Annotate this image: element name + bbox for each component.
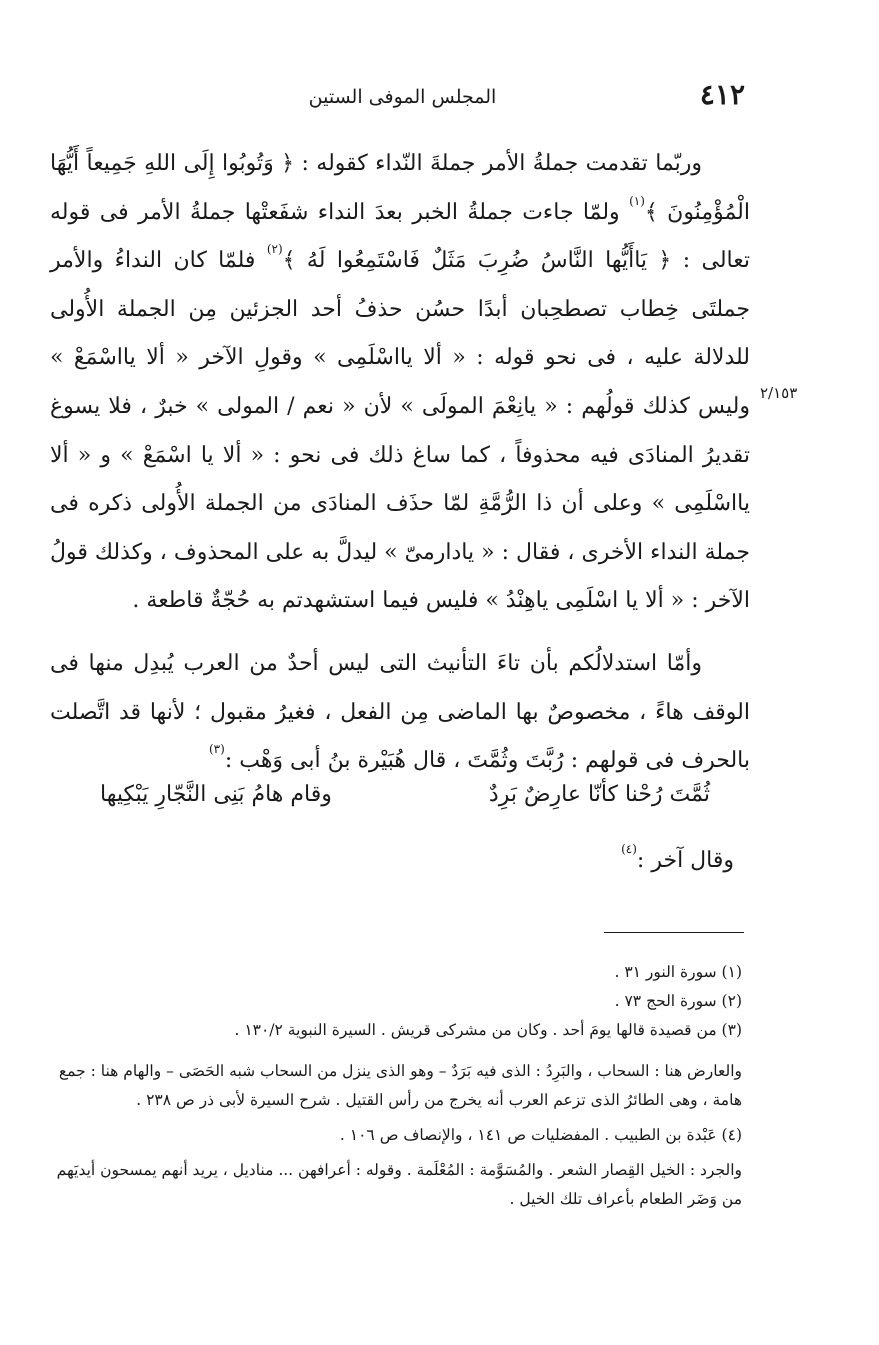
page-number: ٤١٢ xyxy=(699,78,745,111)
verse-hemistich-1: ثُمَّتَ رُحْنا كأنّا عارِضٌ بَرِدٌ xyxy=(488,782,710,807)
paragraph-2-text: وأمّا استدلالُكم بأن تاءَ التأنيث التى ليس أحدٌ من العرب يُبدِل منها فى الوقف هاءً ، مخصوصٌ بها الماضى مِن الفعل ، فغيرُ مقبول ؛ لأنها قد اتَّصلت بالحرف فى قولهم : رُبَّتَ وثُمَّتَ ، قال هُبَيْرة بنُ أبى وَهْب : xyxy=(50,650,750,774)
footnote-ref-1: (١) xyxy=(629,193,645,208)
footnote-ref-2: (٢) xyxy=(266,242,283,257)
margin-reference: ٢/١٥٣ xyxy=(760,384,798,402)
after-verse-line xyxy=(621,842,734,873)
running-title: المجلس الموفى الستين xyxy=(308,86,497,108)
footnote-ref-3: (٣) xyxy=(208,742,225,757)
paragraph-1 xyxy=(50,140,750,626)
poetry-verse xyxy=(100,782,710,826)
footnote-2: (٢) سورة الحج ٧٣ . xyxy=(614,992,742,1010)
paragraph-1-part-2: ولمّا جاءت جملةُ الخبر بعدَ النداء شفَعتْها جملةُ الأمر فى قوله تعالى : ﴿ يَاأَيُّها النَّاسُ ضُرِبَ مَثَلٌ فَاسْتَمِعُوا لَهُ ﴾ xyxy=(50,199,750,274)
verse-hemistich-2: وقام هامُ بَنِى النَّجّارِ يَبْكِيها xyxy=(100,782,332,807)
footnote-3-gloss: والعارض هنا : السحاب ، والبَرِدُ : الذى فيه بَرَدٌ – وهو الذى ينزل من السحاب شبه الحَصَى – والهام هنا : جمع هامة ، وهى الطائرُ الذى تزعم العرب أنه يخرج من رأس القتيل . شرح السيرة لأبى ذر ص ٢٣٨ . xyxy=(58,1062,742,1109)
after-verse-text: وقال آخر : xyxy=(636,848,734,873)
footnote-3: (٣) من قصيدة قالها يومَ أحد . وكان من مشركى قريش . السيرة النبوية ١٣٠/٢ . xyxy=(234,1021,742,1039)
footnote-separator xyxy=(604,932,744,933)
paragraph-1-part-3: فلمّا كان النداءُ والأمر جملتَى خِطاب تصطحِبان أبدًا حسُن حذفُ أحد الجزئين مِن الجملة الأُولى للدلالة عليه ، فى نحو قوله : « ألا يااسْلَمِى » وقولِ الآخر « ألا يااسْمَعْ » وليس كذلك قولُهم : « يانِعْمَ المولَى » لأن « نعم / المولى » خبرٌ ، فلا يسوغ تقديرُ المنادَى فيه محذوفاً ، كما ساغ ذلك فى نحو : « ألا يا اسْمَعْ » و « ألا يااسْلَمِى » وعلى أن ذا الرُّمَّةِ لمّا حذَف المنادَى من الجملة الأُولى ذكره فى جملة النداء الأخرى ، فقال : « يادارمىّ » ليدلَّ به على المحذوف ، وكذلك قولُ الآخر : « ألا يا اسْلَمِى ياهِنْدُ » فليس فيما استشهدتم به حُجّةٌ قاطعة . xyxy=(50,248,750,614)
page-header xyxy=(60,78,745,118)
footnote-4: (٤) عَبْدة بن الطبيب . المفضليات ص ١٤١ ، والإنصاف ص ١٠٦ . xyxy=(339,1126,742,1144)
paragraph-2 xyxy=(50,640,750,786)
footnotes xyxy=(40,958,742,1214)
main-text xyxy=(50,140,750,786)
paragraph-1-part-1: وربّما تقدمت جملةُ الأمر جملةَ النّداء كقوله : ﴿ وَتُوبُوا إِلَى اللهِ جَمِيعاً أَيُّهَا الْمُؤْمِنُونَ ﴾ xyxy=(50,151,751,225)
footnote-ref-4: (٤) xyxy=(621,842,637,856)
footnote-4-gloss: والجرد : الخيل القِصار الشعر . والمُسَوَّمة : المُعْلَمة . وقوله : أعرافهن ... مناديل ، يريد أنهم يمسحون أيديَهم من وَضَر الطعام بأعراف تلك الخيل . xyxy=(56,1161,742,1208)
footnote-1: (١) سورة النور ٣١ . xyxy=(614,963,742,981)
